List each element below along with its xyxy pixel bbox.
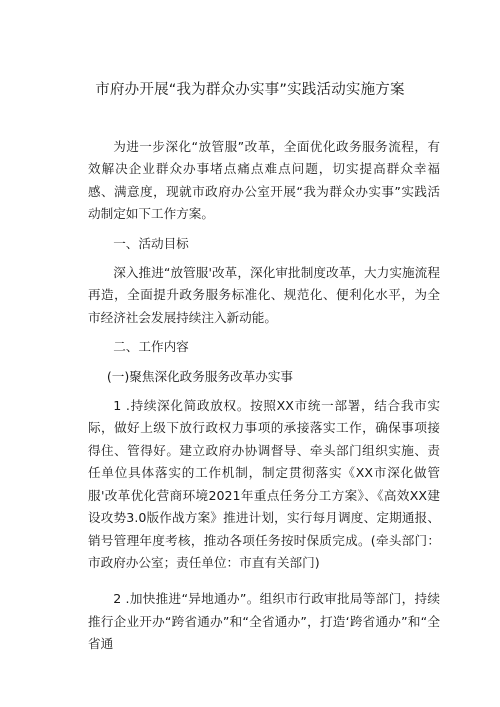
intro-paragraph: 为进一步深化“放管服”改革，全面优化政务服务流程，有效解决企业群众办事堵点痛点难点问题，切实提高群众幸福感、满意度，现就市政府办公室开展“我为群众办实事”实践活动制定如下工作方案。 (88, 139, 440, 222)
section-heading-objectives: 一、活动目标 (113, 235, 189, 251)
objectives-paragraph: 深入推进“放管服'改革，深化审批制度改革，大力实施流程再造，全面提升政务服务标准化、规范化、便利化水平，为全市经济社会发展持续注入新动能。 (88, 265, 440, 325)
document-title: 市府办开展“我为群众办实事”实践活动实施方案 (95, 82, 405, 98)
item-paragraph-1: 1 .持续深化简政放权。按照XX市统一部署，结合我市实际，做好上级下放行政权力事项的承接落实工作，确保事项接得住、管得好。建立政府办协调督导、牵头部门组织实施、责任单位具体落实的工作机制，制定贯彻落实《XX市深化做管服'改革优化营商环境2021年重点任务分工方案》、《高效XX建设攻势3.0版作战方案》推进计划，实行每月调度、定期通报、销号管理年度考核，推动各项任务按时保质完成。(牵头部门：市政府办公室；责任单位：市直有关部门) (88, 398, 440, 570)
document-body (88, 136, 440, 656)
section-heading-work-content: 二、工作内容 (113, 339, 189, 355)
subsection-heading-reform: (一)聚焦深化政务服务改革办实事 (106, 368, 294, 384)
item-paragraph-2: 2 .加快推进“异地通办”。组织市行政审批局等部门，持续推行企业开办“跨省通办”和“全省通办”，打造‘跨省通办”和“全省通 (88, 591, 440, 652)
